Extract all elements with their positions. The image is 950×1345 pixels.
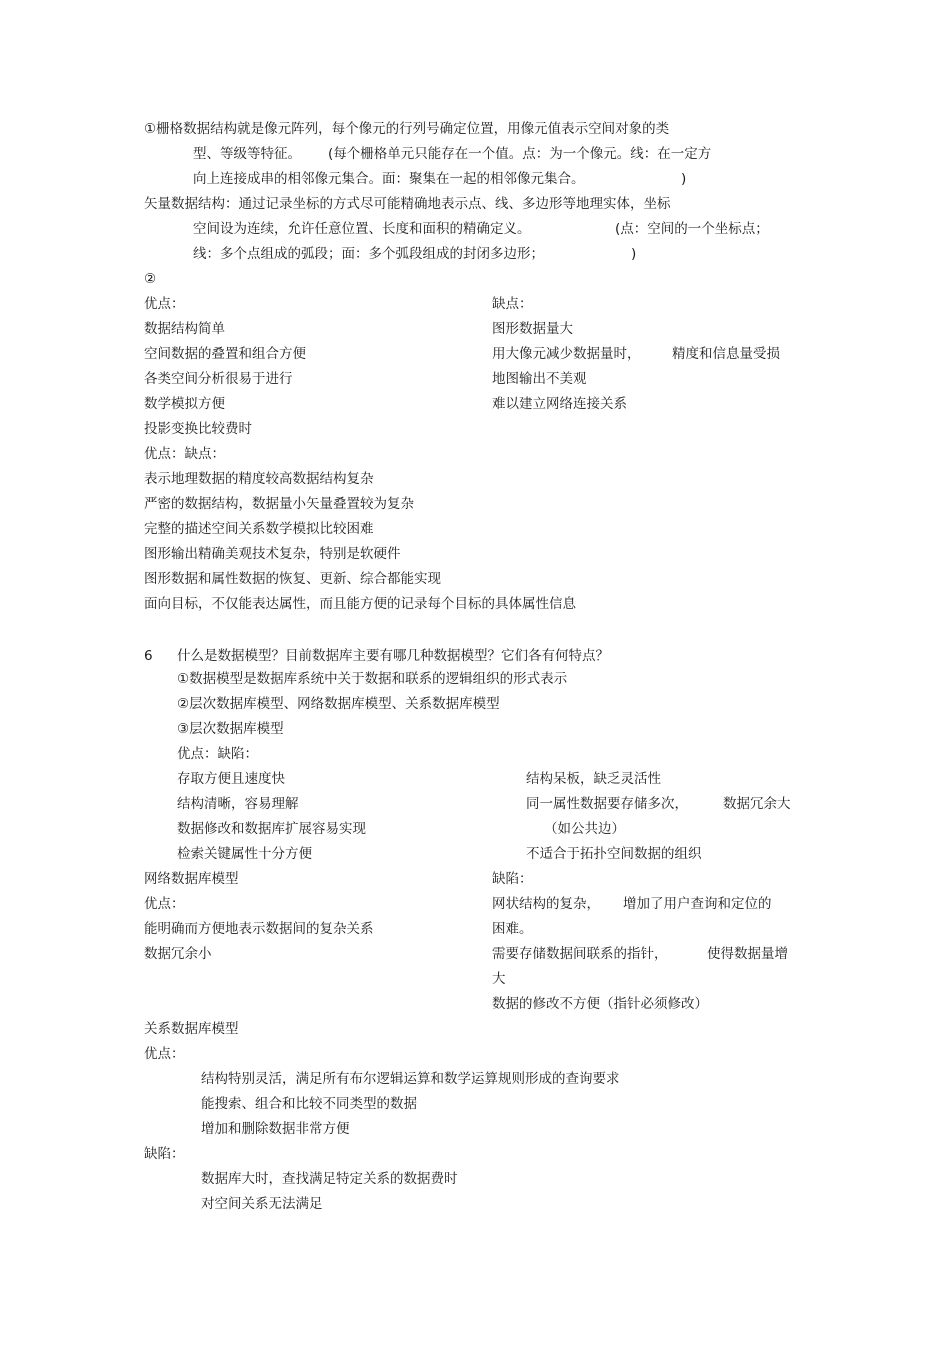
network-con-item-cont: 增加了用户查询和定位的	[623, 896, 772, 912]
raster-con-item: 用大像元减少数据量时，	[492, 346, 641, 362]
question-number: 6	[144, 648, 153, 664]
network-pro-item: 能明确而方便地表示数据间的复杂关系	[144, 921, 374, 937]
network-title: 网络数据库模型	[144, 871, 239, 887]
raster-definition-line: 型、等级等特征。	[193, 146, 301, 162]
answer-line: ②层次数据库模型、网络数据库模型、关系数据库模型	[177, 696, 500, 712]
vector-note-line: 线：多个点组成的弧段；面：多个弧段组成的封闭多边形；	[193, 246, 544, 262]
relational-pro-item: 能搜索、组合和比较不同类型的数据	[201, 1096, 417, 1112]
network-con-item: 大	[492, 971, 506, 987]
raster-note-line: 向上连接成串的相邻像元集合。面：聚集在一起的相邻像元集合。	[193, 171, 585, 187]
relational-pro-item: 结构特别灵活，满足所有布尔逻辑运算和数学运算规则形成的查询要求	[201, 1071, 620, 1087]
network-pro-item: 数据冗余小	[144, 946, 212, 962]
raster-definition-line: ①栅格数据结构就是像元阵列，每个像元的行列号确定位置，用像元值表示空间对象的类	[144, 121, 670, 137]
vector-line: 图形输出精确美观技术复杂，特别是软硬件	[144, 546, 401, 562]
vector-note-close: )	[631, 246, 637, 262]
hierarchical-pro-item: 存取方便且速度快	[177, 771, 285, 787]
vector-definition-line: 空间设为连续，允许任意位置、长度和面积的精确定义。	[193, 221, 531, 237]
raster-con-item: 地图输出不美观	[492, 371, 587, 387]
network-con-item: 数据的修改不方便（指针必须修改）	[492, 996, 708, 1012]
relational-pro-item: 增加和删除数据非常方便	[201, 1121, 350, 1137]
raster-note-line: (每个栅格单元只能存在一个值。点：为一个像元。线：在一定方	[328, 146, 712, 162]
vector-line: 面向目标，不仅能表达属性，而且能方便的记录每个目标的具体属性信息	[144, 596, 576, 612]
raster-pro-item: 投影变换比较费时	[144, 421, 252, 437]
raster-pro-item: 空间数据的叠置和组合方便	[144, 346, 306, 362]
vector-line: 严密的数据结构，数据量小矢量叠置较为复杂	[144, 496, 414, 512]
raster-pros-label: 优点：	[144, 296, 185, 312]
relational-cons-label: 缺陷：	[144, 1146, 185, 1162]
hierarchical-pro-item: 检索关键属性十分方便	[177, 846, 312, 862]
question-text: 什么是数据模型？目前数据库主要有哪几种数据模型？它们各有何特点？	[177, 648, 609, 664]
raster-con-item-cont: 精度和信息量受损	[672, 346, 780, 362]
vector-line: 表示地理数据的精度较高数据结构复杂	[144, 471, 374, 487]
vector-line: 图形数据和属性数据的恢复、更新、综合都能实现	[144, 571, 441, 587]
hierarchical-con-item-cont: 数据冗余大	[723, 796, 791, 812]
relational-pros-label: 优点：	[144, 1046, 185, 1062]
raster-cons-label: 缺点：	[492, 296, 533, 312]
item-marker: ②	[144, 271, 157, 287]
raster-con-item: 难以建立网络连接关系	[492, 396, 627, 412]
vector-definition-line: 矢量数据结构：通过记录坐标的方式尽可能精确地表示点、线、多边形等地理实体，坐标	[144, 196, 671, 212]
vector-note-line: (点：空间的一个坐标点；	[615, 221, 769, 237]
network-pros-label: 优点：	[144, 896, 185, 912]
hierarchical-con-item: 结构呆板，缺乏灵活性	[526, 771, 661, 787]
network-con-item: 困难。	[492, 921, 533, 937]
raster-con-item: 图形数据量大	[492, 321, 573, 337]
hierarchical-header: 优点：缺陷：	[177, 746, 258, 762]
hierarchical-con-item: （如公共边）	[544, 821, 625, 837]
hierarchical-con-item: 同一属性数据要存储多次，	[526, 796, 688, 812]
network-con-item: 需要存储数据间联系的指针，	[492, 946, 668, 962]
answer-line: ③层次数据库模型	[177, 721, 284, 737]
raster-pro-item: 各类空间分析很易于进行	[144, 371, 293, 387]
network-con-item: 网状结构的复杂，	[492, 896, 600, 912]
hierarchical-pro-item: 数据修改和数据库扩展容易实现	[177, 821, 366, 837]
raster-note-close: )	[681, 171, 687, 187]
vector-line: 完整的描述空间关系数学模拟比较困难	[144, 521, 374, 537]
hierarchical-con-item: 不适合于拓扑空间数据的组织	[526, 846, 702, 862]
network-cons-label: 缺陷：	[492, 871, 533, 887]
raster-pro-item: 数学模拟方便	[144, 396, 225, 412]
relational-con-item: 对空间关系无法满足	[201, 1196, 323, 1212]
network-con-item-cont: 使得数据量增	[707, 946, 788, 962]
answer-line: ①数据模型是数据库系统中关于数据和联系的逻辑组织的形式表示	[177, 671, 568, 687]
vector-header: 优点：缺点：	[144, 446, 225, 462]
hierarchical-pro-item: 结构清晰，容易理解	[177, 796, 299, 812]
raster-pro-item: 数据结构简单	[144, 321, 225, 337]
relational-con-item: 数据库大时，查找满足特定关系的数据费时	[201, 1171, 458, 1187]
relational-title: 关系数据库模型	[144, 1021, 239, 1037]
